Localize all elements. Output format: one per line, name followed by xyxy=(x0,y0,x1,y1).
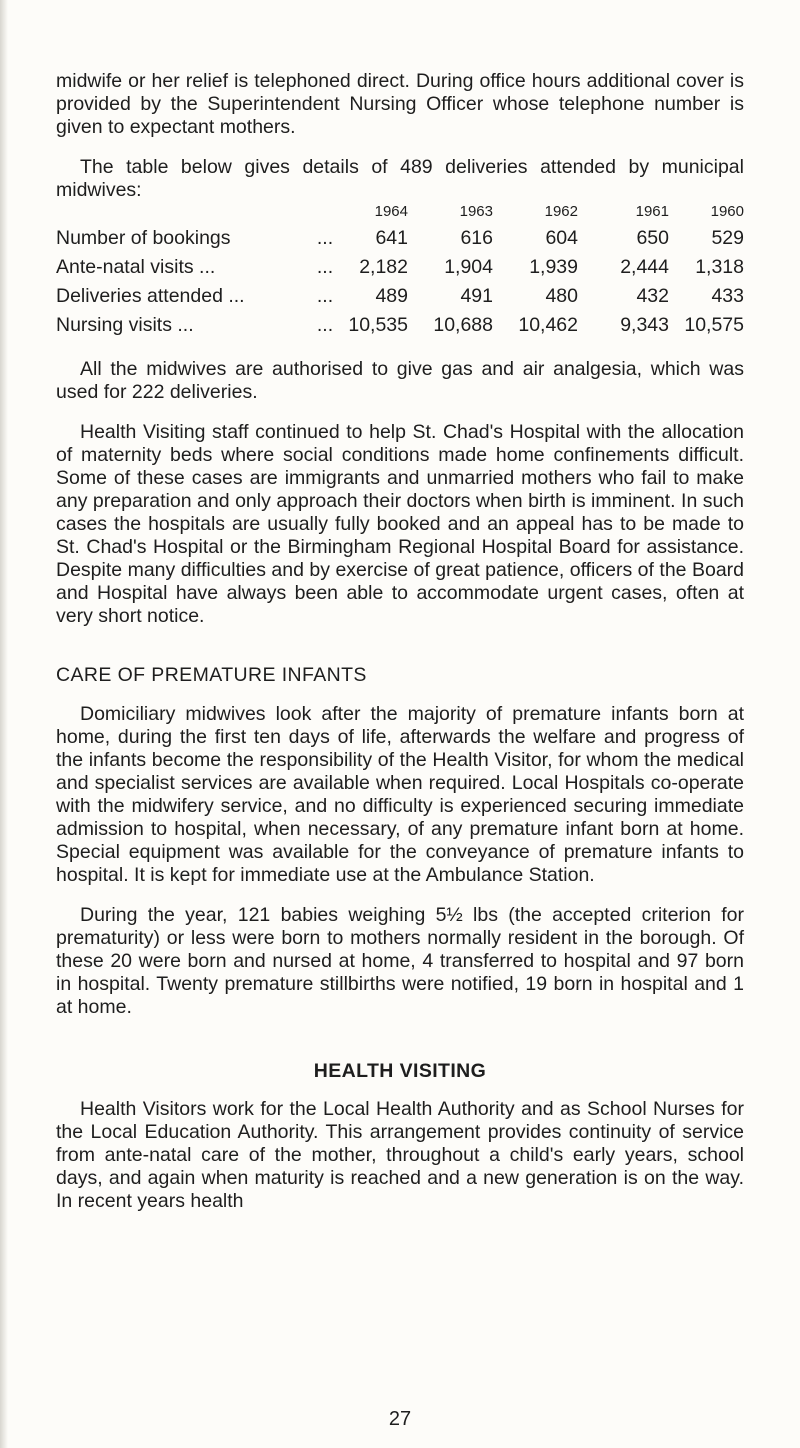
table-header-row xyxy=(56,200,744,224)
table-cell: 1,904 xyxy=(444,256,493,278)
leader-dots: ... xyxy=(316,314,334,336)
year-header: 1962 xyxy=(544,203,578,220)
row-label: Nursing visits ... xyxy=(56,314,194,336)
table-cell: 9,343 xyxy=(620,314,669,336)
table-cell: 1,318 xyxy=(695,256,744,278)
heading-premature-infants: CARE OF PREMATURE INFANTS xyxy=(56,664,367,686)
heading-health-visiting: HEALTH VISITING xyxy=(313,1060,487,1082)
table-row-bookings xyxy=(56,224,744,253)
row-label: Deliveries attended ... xyxy=(56,285,245,307)
row-label: Number of bookings xyxy=(56,227,231,249)
paragraph-midwife-cover: midwife or her relief is telephoned direct. During office hours additional cover is provided by the Superintendent Nursing Officer whose telephone number is given to expectant mothers. xyxy=(56,70,744,138)
table-cell: 10,688 xyxy=(433,314,493,336)
table-cell: 604 xyxy=(545,227,578,249)
midwives-statistics-table xyxy=(56,200,744,340)
year-header: 1960 xyxy=(710,203,744,220)
table-cell: 491 xyxy=(460,285,493,307)
table-cell: 641 xyxy=(375,227,408,249)
page-edge-shadow xyxy=(0,0,8,1448)
leader-dots: ... xyxy=(316,285,334,307)
table-row-ante-natal xyxy=(56,253,744,282)
table-cell: 10,462 xyxy=(518,314,578,336)
table-cell: 2,444 xyxy=(620,256,669,278)
paragraph-premature-statistics: During the year, 121 babies weighing 5½ lbs (the accepted criterion for prematurity) or less were born to mothers normally resident in the borough. Of these 20 were born and nursed at home, 4 transferred to hospital and 97 born in hospital. Twenty premature stillbirths were notified, 19 born in hospital and 1 at home. xyxy=(56,904,744,1018)
table-cell: 433 xyxy=(711,285,744,307)
year-header: 1963 xyxy=(459,203,493,220)
row-label: Ante-natal visits ... xyxy=(56,256,216,278)
table-cell: 10,535 xyxy=(348,314,408,336)
table-cell: 489 xyxy=(375,285,408,307)
paragraph-health-visiting-staff: Health Visiting staff continued to help St. Chad's Hospital with the allocation of maternity beds where social conditions made home confinements difficult. Some of these cases are immigrants and unmarried mothers who fail to make any preparation and only approach their doctors when birth is imminent. In such cases the hospitals are usually fully booked and an appeal has to be made to St. Chad's Hospital or the Birmingham Regional Hospital Board for assistance. Despite many difficulties and by exercise of great patience, officers of the Board and Hospital have always been able to accommodate urgent cases, often at very short notice. xyxy=(56,421,744,627)
table-cell: 650 xyxy=(636,227,669,249)
document-page xyxy=(56,70,744,1213)
table-cell: 529 xyxy=(711,227,744,249)
table-cell: 10,575 xyxy=(684,314,744,336)
paragraph-analgesia: All the midwives are authorised to give gas and air analgesia, which was used for 222 deliveries. xyxy=(56,358,744,403)
table-cell: 432 xyxy=(636,285,669,307)
paragraph-premature-care: Domiciliary midwives look after the majority of premature infants born at home, during the first ten days of life, afterwards the welfare and progress of the infants become the responsibility of the Health Visitor, for whom the medical and specialist services are available when required. Local Hospitals co-operate with the midwifery service, and no difficulty is experienced securing immediate admission to hospital, when necessary, of any premature infant born at home. Special equipment was available for the conveyance of premature infants to hospital. It is kept for immediate use at the Ambulance Station. xyxy=(56,703,744,886)
paragraph-table-intro: The table below gives details of 489 deliveries attended by municipal midwives: xyxy=(56,156,744,201)
leader-dots: ... xyxy=(316,227,334,249)
table-cell: 616 xyxy=(460,227,493,249)
leader-dots: ... xyxy=(316,256,334,278)
table-cell: 2,182 xyxy=(359,256,408,278)
year-header: 1964 xyxy=(374,203,408,220)
page-number: 27 xyxy=(388,1408,412,1430)
table-cell: 1,939 xyxy=(529,256,578,278)
table-row-nursing xyxy=(56,311,744,340)
table-cell: 480 xyxy=(545,285,578,307)
year-header: 1961 xyxy=(635,203,669,220)
paragraph-health-visitors: Health Visitors work for the Local Health Authority and as School Nurses for the Local Education Authority. This arrangement provides continuity of service from ante-natal care of the mother, throughout a child's early years, school days, and again when maturity is reached and a new generation is on the way. In recent years health xyxy=(56,1098,744,1212)
table-row-deliveries xyxy=(56,282,744,311)
